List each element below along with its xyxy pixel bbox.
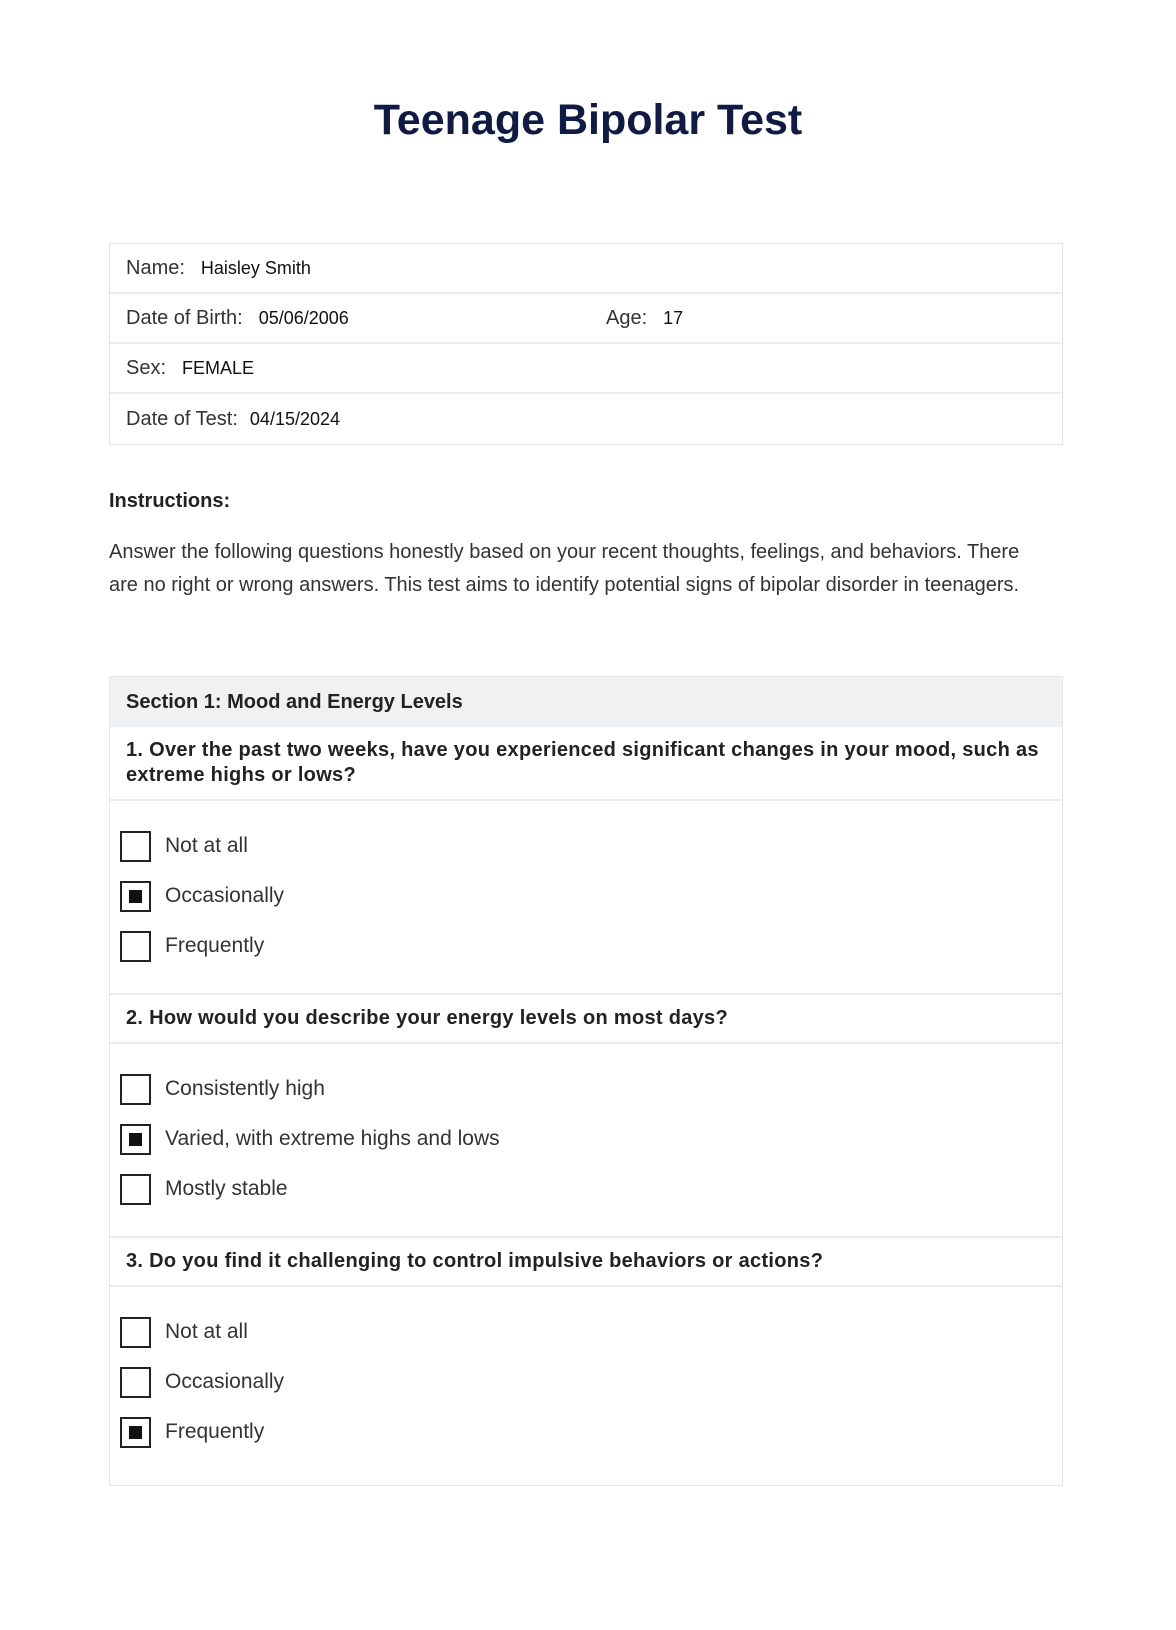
sex-row (110, 344, 1062, 394)
patient-info-table (109, 243, 1063, 445)
option-label: Consistently high (165, 1077, 325, 1100)
section-title: Section 1: Mood and Energy Levels (110, 677, 1062, 727)
sex-field[interactable]: FEMALE (182, 357, 255, 378)
option-label: Occasionally (165, 884, 285, 907)
name-field[interactable]: Haisley Smith (200, 257, 311, 278)
option-row[interactable] (120, 821, 1062, 871)
option-row[interactable] (120, 1357, 1062, 1407)
option-row[interactable] (120, 1407, 1062, 1457)
option-row[interactable] (120, 871, 1062, 921)
checkbox[interactable] (120, 1367, 151, 1398)
question-1: 1. Over the past two weeks, have you experienced significant changes in your mood, such as extreme highs or lows? (110, 727, 1062, 801)
dob-row (110, 294, 1062, 344)
option-label: Frequently (165, 1420, 265, 1443)
instructions-text: Answer the following questions honestly based on your recent thoughts, feelings, and behaviors. There are no right or wrong answers. This test aims to identify potential signs of bipolar disorder in teenagers. (109, 541, 1020, 596)
test-date-field[interactable]: 04/15/2024 (249, 408, 341, 429)
page-title: Teenage Bipolar Test (373, 96, 803, 144)
age-label: Age: (606, 306, 648, 329)
checkbox[interactable] (120, 1174, 151, 1205)
test-date-label: Date of Test: (126, 407, 238, 430)
checkbox-mark-icon (129, 890, 142, 903)
checked-checkbox[interactable] (120, 1124, 151, 1155)
test-date-row (110, 394, 1062, 444)
checkbox[interactable] (120, 831, 151, 862)
dob-field[interactable]: 05/06/2006 (258, 307, 349, 328)
option-label: Occasionally (165, 1370, 285, 1393)
option-label: Not at all (165, 1320, 248, 1343)
section-1 (109, 676, 1063, 1486)
checkbox-mark-icon (129, 1426, 142, 1439)
option-row[interactable] (120, 1114, 1062, 1164)
checkbox-mark-icon (129, 1133, 142, 1146)
question-2-options (110, 1044, 1062, 1236)
checkbox[interactable] (120, 1317, 151, 1348)
instructions-heading: Instructions: (109, 490, 231, 512)
checked-checkbox[interactable] (120, 881, 151, 912)
checked-checkbox[interactable] (120, 1417, 151, 1448)
option-row[interactable] (120, 1307, 1062, 1357)
option-row[interactable] (120, 1064, 1062, 1114)
option-label: Not at all (165, 834, 248, 857)
dob-label: Date of Birth: (126, 306, 243, 329)
option-row[interactable] (120, 921, 1062, 971)
option-label: Mostly stable (165, 1177, 288, 1200)
checkbox[interactable] (120, 1074, 151, 1105)
question-3: 3. Do you find it challenging to control impulsive behaviors or actions? (110, 1236, 1062, 1287)
option-label: Frequently (165, 934, 265, 957)
name-label: Name: (126, 256, 185, 279)
question-2: 2. How would you describe your energy levels on most days? (110, 993, 1062, 1044)
question-1-options (110, 801, 1062, 993)
option-label: Varied, with extreme highs and lows (165, 1127, 500, 1150)
sex-label: Sex: (126, 356, 167, 379)
question-3-options (110, 1287, 1062, 1479)
age-field[interactable]: 17 (663, 307, 684, 328)
option-row[interactable] (120, 1164, 1062, 1214)
checkbox[interactable] (120, 931, 151, 962)
name-row (110, 244, 1062, 294)
